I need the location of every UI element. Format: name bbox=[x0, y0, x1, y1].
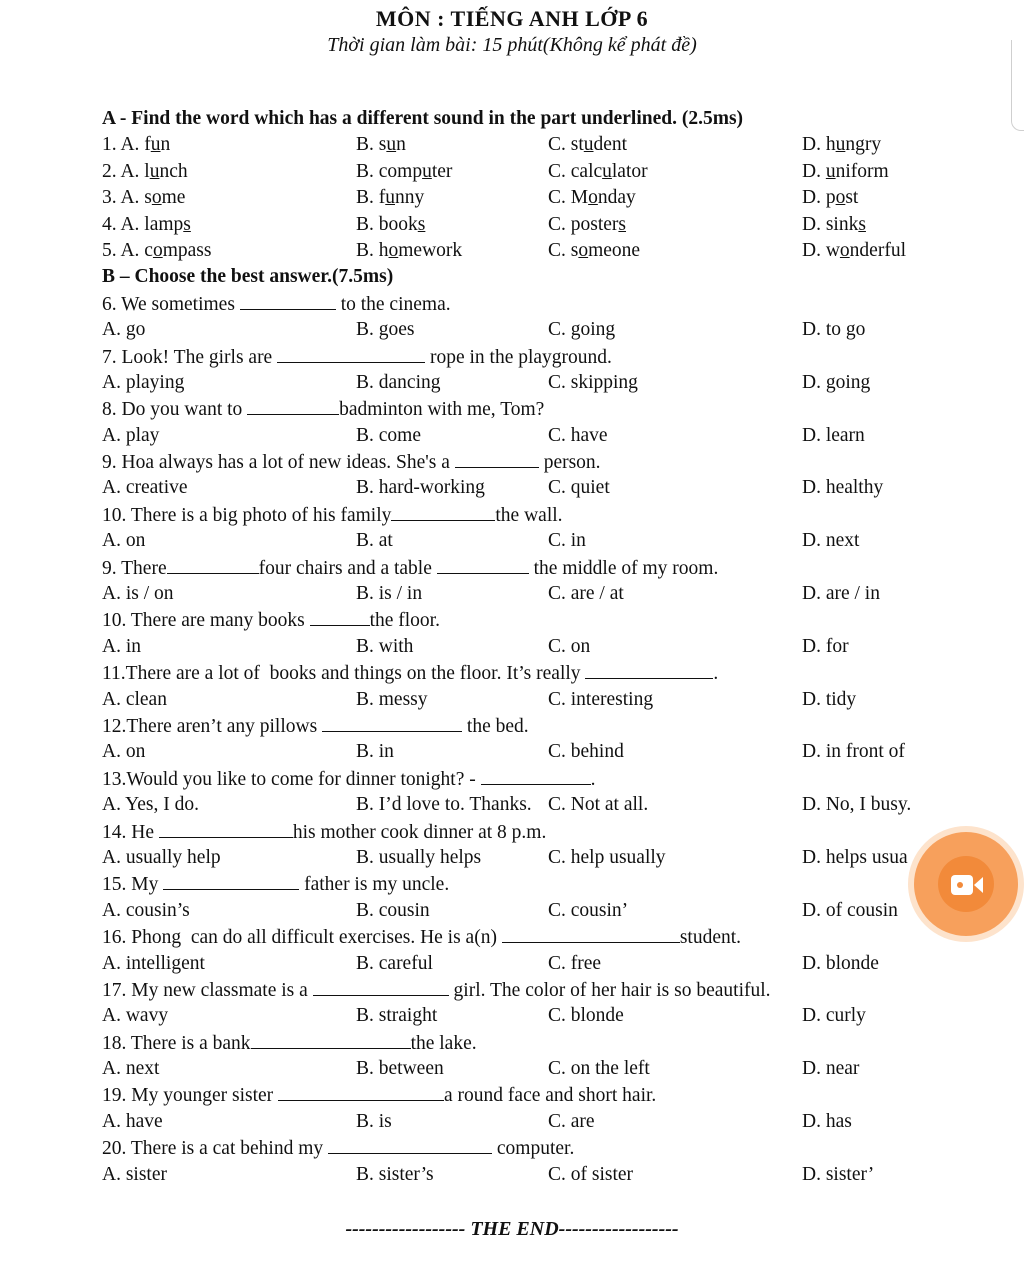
answer-option[interactable]: D. for bbox=[802, 635, 849, 657]
answer-option[interactable]: D. learn bbox=[802, 424, 865, 446]
options-row bbox=[102, 528, 962, 554]
exam-content bbox=[102, 106, 962, 1188]
answer-option: D. hungry bbox=[802, 134, 882, 156]
end-marker: ------------------ THE END------------------ bbox=[345, 1218, 679, 1240]
answer-option[interactable]: A. wavy bbox=[102, 1005, 169, 1027]
section-a-heading: A - Find the word which has a different sound in the part underlined. (2.5ms) bbox=[102, 108, 744, 129]
record-button[interactable] bbox=[914, 832, 1018, 936]
question-part: girl. The color of her hair is so beautiful. bbox=[448, 979, 771, 1001]
answer-option[interactable]: D. blonde bbox=[802, 952, 879, 974]
answer-option[interactable]: C. help usually bbox=[548, 846, 666, 868]
question-row bbox=[102, 212, 962, 238]
question-text bbox=[102, 977, 962, 1003]
underlined-letter: s bbox=[417, 213, 426, 235]
answer-option: B. sun bbox=[356, 134, 406, 156]
question-text bbox=[102, 766, 962, 792]
question-text bbox=[102, 502, 962, 528]
answer-option[interactable]: D. in front of bbox=[802, 741, 905, 763]
answer-option[interactable]: A. creative bbox=[102, 477, 188, 499]
answer-option[interactable]: D. to go bbox=[802, 319, 866, 341]
question-part: the wall. bbox=[495, 504, 563, 526]
question-part: 11.There are a lot of books and things on the floor. It’s really bbox=[102, 663, 586, 685]
answer-option[interactable]: C. in bbox=[548, 530, 586, 552]
question-part: the lake. bbox=[410, 1032, 477, 1054]
answer-option[interactable]: C. on bbox=[548, 635, 591, 657]
option-text: A. lunch bbox=[120, 160, 188, 182]
question-part: 15. My bbox=[102, 874, 164, 896]
question-part: father is my uncle. bbox=[299, 874, 450, 896]
answer-blank[interactable] bbox=[159, 819, 293, 838]
answer-option[interactable]: B. hard-working bbox=[356, 477, 485, 499]
answer-option[interactable]: B. cousin bbox=[356, 899, 430, 921]
question-part: 19. My younger sister bbox=[102, 1085, 279, 1107]
question-part: 16. Phong can do all difficult exercises. He is a(n) bbox=[102, 927, 502, 949]
question-row bbox=[102, 185, 962, 211]
scrollbar[interactable] bbox=[1011, 40, 1024, 131]
question-part: . bbox=[713, 663, 719, 685]
answer-blank[interactable] bbox=[310, 607, 370, 626]
answer-blank[interactable] bbox=[313, 977, 449, 996]
answer-option[interactable]: B. sister’s bbox=[356, 1163, 434, 1185]
answer-option[interactable]: B. goes bbox=[356, 319, 415, 341]
answer-option[interactable]: C. interesting bbox=[548, 688, 654, 710]
answer-option[interactable]: D. No, I busy. bbox=[802, 794, 912, 816]
options-row bbox=[102, 951, 962, 977]
answer-option: D. wonderful bbox=[802, 239, 906, 261]
options-row bbox=[102, 1056, 962, 1082]
question-text bbox=[102, 713, 962, 739]
section-a-list bbox=[102, 132, 962, 264]
answer-option[interactable]: D. of cousin bbox=[802, 899, 898, 921]
underlined-letter: o bbox=[839, 239, 850, 261]
question-part: the middle of my room. bbox=[528, 557, 719, 579]
question-text bbox=[102, 555, 962, 581]
answer-option[interactable]: B. careful bbox=[356, 952, 433, 974]
answer-option[interactable]: A. is / on bbox=[102, 583, 174, 605]
answer-option[interactable]: D. next bbox=[802, 530, 860, 552]
answer-blank[interactable] bbox=[251, 1030, 411, 1049]
question-part: 13.Would you like to come for dinner tonight? - bbox=[102, 768, 481, 790]
answer-blank[interactable] bbox=[240, 291, 336, 310]
underlined-letter: o bbox=[388, 239, 399, 261]
answer-option: B. books bbox=[356, 213, 426, 235]
answer-option[interactable]: C. free bbox=[548, 952, 602, 974]
underlined-letter: u bbox=[835, 134, 846, 156]
answer-blank[interactable] bbox=[437, 555, 529, 574]
answer-blank[interactable] bbox=[322, 713, 462, 732]
question-row bbox=[102, 159, 962, 185]
answer-option: B. homework bbox=[356, 239, 463, 261]
underlined-letter: o bbox=[578, 239, 589, 261]
underlined-letter: u bbox=[386, 134, 397, 156]
question-part: 12.There aren’t any pillows bbox=[102, 715, 323, 737]
section-b-heading: B – Choose the best answer.(7.5ms) bbox=[102, 266, 394, 288]
question-part: 17. My new classmate is a bbox=[102, 979, 313, 1001]
answer-blank[interactable] bbox=[247, 396, 339, 415]
answer-option[interactable]: D. sister’ bbox=[802, 1163, 875, 1185]
page-subtitle: Thời gian làm bài: 15 phút(Không kể phát đề) bbox=[327, 34, 697, 56]
answer-option: D. post bbox=[802, 187, 859, 209]
question-part: 6. We sometimes bbox=[102, 293, 240, 315]
option-text: A. some bbox=[120, 187, 186, 209]
answer-option[interactable]: A. Yes, I do. bbox=[102, 794, 199, 816]
answer-option[interactable]: A. go bbox=[102, 319, 146, 341]
question-part: the floor. bbox=[369, 610, 440, 632]
question-part: rope in the playground. bbox=[425, 346, 612, 368]
answer-blank[interactable] bbox=[278, 1082, 444, 1101]
answer-option: D. uniform bbox=[802, 160, 889, 182]
answer-option[interactable]: B. I’d love to. Thanks. bbox=[356, 794, 532, 816]
question-row bbox=[102, 132, 962, 158]
question-part: 20. There is a cat behind my bbox=[102, 1138, 328, 1160]
answer-option[interactable]: A. on bbox=[102, 530, 146, 552]
options-row bbox=[102, 1003, 962, 1029]
question-number: 3. bbox=[102, 187, 121, 209]
question-part: computer. bbox=[492, 1138, 575, 1160]
answer-option[interactable]: B. in bbox=[356, 741, 394, 763]
underlined-letter: u bbox=[149, 160, 160, 182]
question-part: the bed. bbox=[462, 715, 529, 737]
question-part: 7. Look! The girls are bbox=[102, 346, 278, 368]
underlined-letter: o bbox=[835, 187, 846, 209]
underlined-letter: s bbox=[618, 213, 627, 235]
question-part: to the cinema. bbox=[335, 293, 451, 315]
section-b-list bbox=[102, 291, 962, 1188]
answer-option[interactable]: C. Not at all. bbox=[548, 794, 649, 816]
question-text bbox=[102, 607, 962, 633]
answer-option[interactable]: A. on bbox=[102, 741, 146, 763]
answer-option[interactable]: B. at bbox=[356, 530, 393, 552]
question-text bbox=[102, 1082, 962, 1108]
answer-option[interactable]: C. going bbox=[548, 319, 616, 341]
answer-option[interactable]: D. tidy bbox=[802, 688, 857, 710]
question-text bbox=[102, 449, 962, 475]
underlined-letter: u bbox=[150, 134, 161, 156]
answer-option[interactable]: C. skipping bbox=[548, 371, 638, 393]
options-row bbox=[102, 1162, 962, 1188]
answer-option[interactable]: C. are bbox=[548, 1110, 595, 1132]
answer-option[interactable]: B. with bbox=[356, 635, 414, 657]
answer-option[interactable]: C. behind bbox=[548, 741, 624, 763]
question-part: student. bbox=[679, 927, 742, 949]
answer-option[interactable]: A. clean bbox=[102, 688, 167, 710]
answer-option: C. Monday bbox=[548, 187, 636, 209]
answer-blank[interactable] bbox=[585, 660, 713, 679]
answer-option bbox=[102, 238, 211, 264]
answer-option[interactable]: C. cousin’ bbox=[548, 899, 629, 921]
answer-blank[interactable] bbox=[502, 924, 680, 943]
question-part: 8. Do you want to bbox=[102, 399, 248, 421]
question-number: 1. bbox=[102, 134, 121, 156]
page-title: MÔN : TIẾNG ANH LỚP 6 bbox=[375, 6, 649, 31]
underlined-letter: s bbox=[858, 213, 866, 235]
underlined-letter: u bbox=[583, 134, 594, 156]
answer-option[interactable]: A. playing bbox=[102, 371, 185, 393]
answer-option[interactable]: D. curly bbox=[802, 1005, 866, 1027]
options-row bbox=[102, 475, 962, 501]
question-part: 10. There are many books bbox=[102, 610, 310, 632]
question-part: 14. He bbox=[102, 821, 159, 843]
answer-option bbox=[102, 159, 188, 185]
answer-option bbox=[102, 185, 185, 211]
question-part: 18. There is a bank bbox=[102, 1032, 251, 1054]
question-text bbox=[102, 819, 962, 845]
underlined-letter: o bbox=[151, 187, 162, 209]
answer-blank[interactable] bbox=[481, 766, 591, 785]
question-text bbox=[102, 396, 962, 422]
answer-option[interactable]: B. straight bbox=[356, 1005, 438, 1027]
options-row bbox=[102, 898, 962, 924]
answer-blank[interactable] bbox=[163, 871, 299, 890]
answer-blank[interactable] bbox=[167, 555, 259, 574]
question-part: . bbox=[590, 768, 596, 790]
answer-option[interactable]: B. come bbox=[356, 424, 421, 446]
answer-option[interactable]: B. dancing bbox=[356, 371, 441, 393]
answer-option[interactable]: B. usually helps bbox=[356, 846, 482, 868]
options-row bbox=[102, 792, 962, 818]
answer-blank[interactable] bbox=[328, 1135, 492, 1154]
answer-option[interactable]: D. has bbox=[802, 1110, 852, 1132]
options-row bbox=[102, 581, 962, 607]
answer-option[interactable]: A. cousin’s bbox=[102, 899, 190, 921]
answer-option[interactable]: A. sister bbox=[102, 1163, 167, 1185]
underlined-letter: u bbox=[602, 160, 612, 182]
question-number: 2. bbox=[102, 160, 121, 182]
answer-option[interactable]: C. are / at bbox=[548, 583, 624, 605]
answer-option[interactable]: C. blonde bbox=[548, 1005, 624, 1027]
question-text bbox=[102, 291, 962, 317]
options-row bbox=[102, 317, 962, 343]
option-text: A. fun bbox=[120, 134, 171, 156]
option-text: A. compass bbox=[120, 239, 212, 261]
options-row bbox=[102, 845, 962, 871]
question-part: badminton with me, Tom? bbox=[339, 399, 545, 421]
question-part: his mother cook dinner at 8 p.m. bbox=[292, 821, 547, 843]
answer-option[interactable]: D. helps usua bbox=[802, 846, 908, 868]
answer-option[interactable]: B. is / in bbox=[356, 583, 423, 605]
question-part: person. bbox=[538, 452, 601, 474]
question-part: 9. Hoa always has a lot of new ideas. She's a bbox=[102, 452, 455, 474]
answer-option[interactable]: B. between bbox=[356, 1058, 444, 1080]
answer-option[interactable]: C. on the left bbox=[548, 1058, 650, 1080]
answer-option: B. computer bbox=[356, 160, 453, 182]
answer-option: C. calculator bbox=[548, 160, 648, 182]
answer-option: B. funny bbox=[356, 187, 425, 209]
answer-option[interactable]: D. going bbox=[802, 371, 871, 393]
answer-option bbox=[102, 132, 170, 158]
underlined-letter: u bbox=[385, 187, 395, 209]
answer-option: C. posters bbox=[548, 213, 627, 235]
question-text bbox=[102, 1030, 962, 1056]
answer-option: C. someone bbox=[548, 239, 641, 261]
underlined-letter: o bbox=[152, 239, 163, 261]
options-row bbox=[102, 423, 962, 449]
video-camera-icon bbox=[951, 874, 983, 896]
options-row bbox=[102, 687, 962, 713]
question-part: 9. There bbox=[102, 557, 167, 579]
answer-option[interactable]: B. is bbox=[356, 1110, 392, 1132]
question-part: 10. There is a big photo of his family bbox=[102, 504, 392, 526]
underlined-letter: s bbox=[183, 213, 191, 235]
options-row bbox=[102, 739, 962, 765]
options-row bbox=[102, 1109, 962, 1135]
answer-blank[interactable] bbox=[391, 502, 495, 521]
answer-option[interactable]: A. play bbox=[102, 424, 160, 446]
answer-blank[interactable] bbox=[455, 449, 539, 468]
question-row bbox=[102, 238, 962, 264]
answer-option[interactable]: D. are / in bbox=[802, 583, 880, 605]
answer-option bbox=[102, 212, 191, 238]
question-text bbox=[102, 871, 962, 897]
answer-option[interactable]: D. near bbox=[802, 1058, 860, 1080]
underlined-letter: o bbox=[588, 187, 598, 209]
answer-option: D. sinks bbox=[802, 213, 866, 235]
question-number: 5. bbox=[102, 239, 121, 261]
question-part: a round face and short hair. bbox=[444, 1085, 657, 1107]
underlined-letter: u bbox=[422, 160, 432, 182]
answer-option[interactable]: C. of sister bbox=[548, 1163, 634, 1185]
answer-option[interactable]: A. intelligent bbox=[102, 952, 205, 974]
answer-option[interactable]: A. usually help bbox=[102, 846, 221, 868]
options-row bbox=[102, 634, 962, 660]
question-text bbox=[102, 924, 962, 950]
answer-option[interactable]: A. next bbox=[102, 1058, 160, 1080]
answer-option[interactable]: A. in bbox=[102, 635, 141, 657]
answer-blank[interactable] bbox=[277, 344, 425, 363]
option-text: A. lamps bbox=[120, 213, 191, 235]
question-text bbox=[102, 344, 962, 370]
underlined-letter: u bbox=[825, 160, 836, 182]
answer-option[interactable]: A. have bbox=[102, 1110, 163, 1132]
answer-option[interactable]: C. have bbox=[548, 424, 608, 446]
answer-option[interactable]: D. healthy bbox=[802, 477, 884, 499]
answer-option[interactable]: B. messy bbox=[356, 688, 428, 710]
options-row bbox=[102, 370, 962, 396]
answer-option[interactable]: C. quiet bbox=[548, 477, 610, 499]
question-part: four chairs and a table bbox=[258, 557, 437, 579]
question-text bbox=[102, 660, 962, 686]
question-text bbox=[102, 1135, 962, 1161]
answer-option: C. student bbox=[548, 134, 628, 156]
question-number: 4. bbox=[102, 213, 121, 235]
